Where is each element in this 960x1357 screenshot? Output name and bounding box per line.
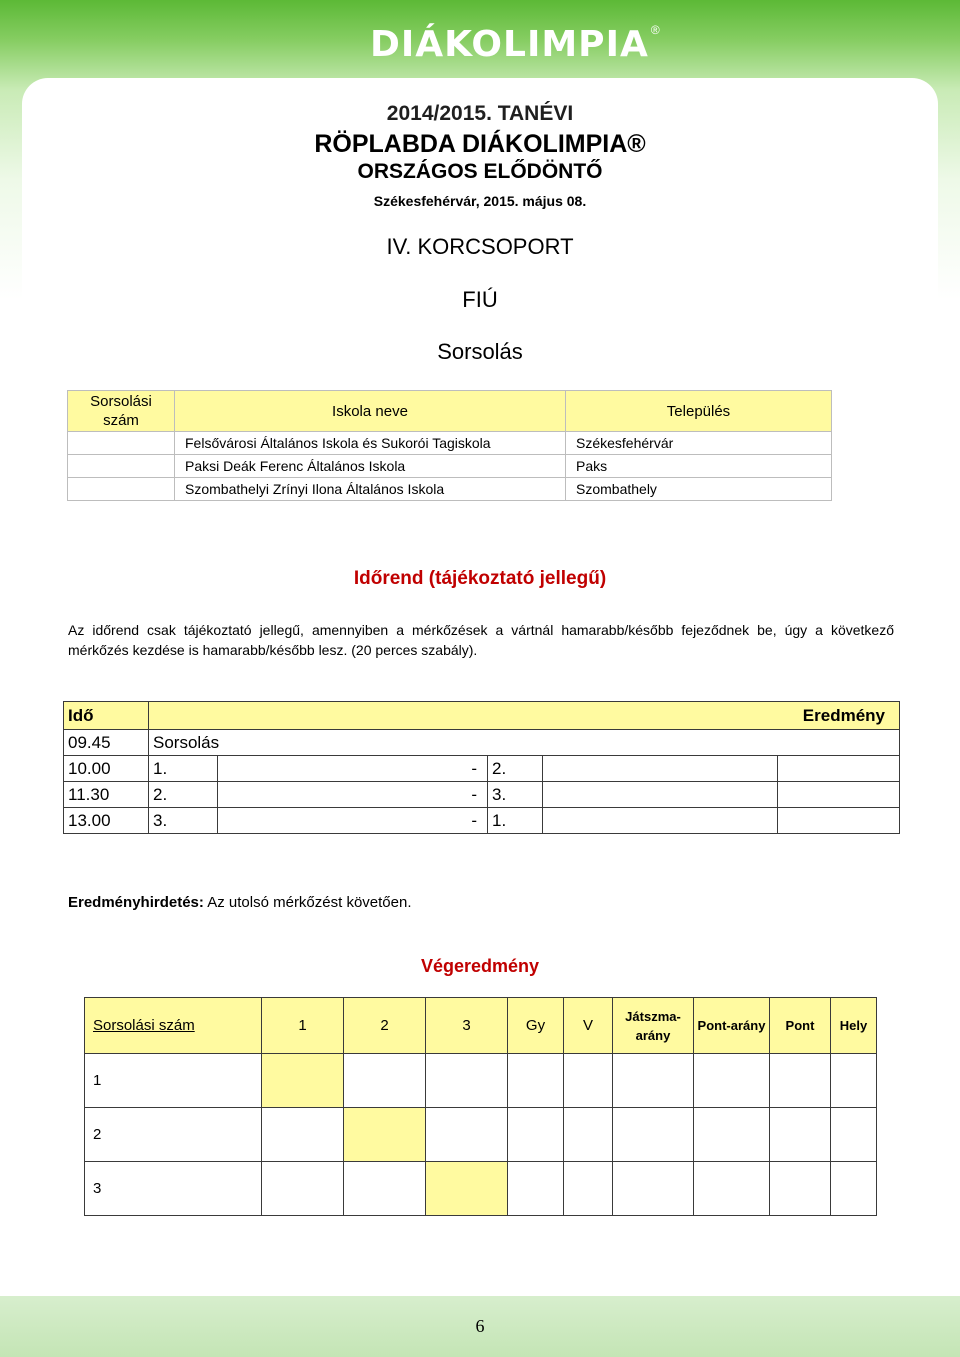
draw-number-cell	[68, 478, 175, 501]
table-row	[64, 730, 900, 756]
match-cell: Sorsolás	[149, 730, 778, 756]
school-cell: Paksi Deák Ferenc Általános Iskola	[175, 455, 566, 478]
table-row	[68, 455, 832, 478]
empty-cell	[543, 756, 778, 782]
table-row	[68, 478, 832, 501]
col-rank-header: Hely	[831, 998, 877, 1054]
col-points-header: Pont	[770, 998, 831, 1054]
draw-number-cell	[68, 432, 175, 455]
school-cell: Felsővárosi Általános Iskola és Sukorói Tagiskola	[175, 432, 566, 455]
dash-cell: -	[218, 808, 488, 834]
age-group: IV. KORCSOPORT	[386, 234, 574, 259]
diakolimpia-logo: DIÁKOLIMPIA ®	[370, 23, 660, 65]
final-standings-title: Végeredmény	[420, 956, 540, 976]
table-row	[85, 1108, 877, 1162]
stage-title: ORSZÁGOS ELŐDÖNTŐ	[357, 160, 603, 183]
col-result-header: Eredmény	[777, 702, 900, 730]
schedule-note: Az időrend csak tájékoztató jellegű, amennyiben a mérkőzések a vártnál hamarabb/később fejeződnek be, úgy a következő mérkőzés kezdése is hamarabb/később lesz. (20 perces szabály).	[68, 622, 894, 658]
col-team2-header: 2	[344, 998, 426, 1054]
col-team1-header: 1	[262, 998, 344, 1054]
away-cell: 3.	[488, 782, 543, 808]
schedule-title: Időrend (tájékoztató jellegű)	[353, 568, 607, 589]
time-cell: 09.45	[64, 730, 149, 756]
final-row-number: 3	[85, 1162, 262, 1216]
draw-number-cell	[68, 455, 175, 478]
school-year: 2014/2015. TANÉVI	[386, 102, 574, 125]
city-cell: Szombathely	[566, 478, 832, 501]
result-cell	[777, 782, 900, 808]
result-cell	[777, 756, 900, 782]
col-wins-header: Gy	[508, 998, 564, 1054]
time-cell: 11.30	[64, 782, 149, 808]
home-cell: 2.	[149, 782, 218, 808]
away-cell: 2.	[488, 756, 543, 782]
col-school-header: Iskola neve	[175, 391, 566, 432]
col-draw-number-header: Sorsolási szám	[85, 998, 262, 1054]
col-point-ratio-header: Pont-arány	[694, 998, 770, 1054]
home-cell: 3.	[149, 808, 218, 834]
results-announcement-label: Eredményhirdetés:	[68, 894, 204, 911]
empty-cell	[543, 782, 778, 808]
event-title: RÖPLABDA DIÁKOLIMPIA®	[314, 130, 646, 158]
col-city-header: Település	[566, 391, 832, 432]
city-cell: Székesfehérvár	[566, 432, 832, 455]
draw-table	[67, 390, 832, 501]
dash-cell: -	[218, 782, 488, 808]
empty-cell	[543, 808, 778, 834]
gender: FIÚ	[462, 287, 498, 312]
place-date: Székesfehérvár, 2015. május 08.	[373, 193, 587, 209]
page-number: 6	[475, 1316, 485, 1336]
col-team3-header: 3	[426, 998, 508, 1054]
results-announcement	[68, 894, 412, 911]
final-standings-table	[84, 997, 877, 1216]
city-cell: Paks	[566, 455, 832, 478]
section-title: Sorsolás	[437, 339, 523, 364]
col-losses-header: V	[564, 998, 613, 1054]
draw-table-header	[68, 391, 832, 432]
time-cell: 10.00	[64, 756, 149, 782]
table-row	[64, 756, 900, 782]
results-announcement-text: Az utolsó mérkőzést követően.	[207, 894, 412, 911]
col-time-header: Idő	[64, 702, 149, 730]
table-row	[85, 1162, 877, 1216]
schedule-header	[64, 702, 900, 730]
table-row	[68, 432, 832, 455]
final-row-number: 2	[85, 1108, 262, 1162]
col-set-ratio-header: Játszma-arány	[613, 998, 694, 1054]
final-row-number: 1	[85, 1054, 262, 1108]
table-row	[64, 808, 900, 834]
school-cell: Szombathelyi Zrínyi Ilona Általános Iskola	[175, 478, 566, 501]
col-number-header: Sorsolási szám	[68, 391, 175, 432]
schedule-table	[63, 701, 900, 834]
dash-cell: -	[218, 756, 488, 782]
time-cell: 13.00	[64, 808, 149, 834]
result-cell	[777, 808, 900, 834]
away-cell: 1.	[488, 808, 543, 834]
table-row	[85, 1054, 877, 1108]
final-table-header	[85, 998, 877, 1054]
home-cell: 1.	[149, 756, 218, 782]
table-row	[64, 782, 900, 808]
